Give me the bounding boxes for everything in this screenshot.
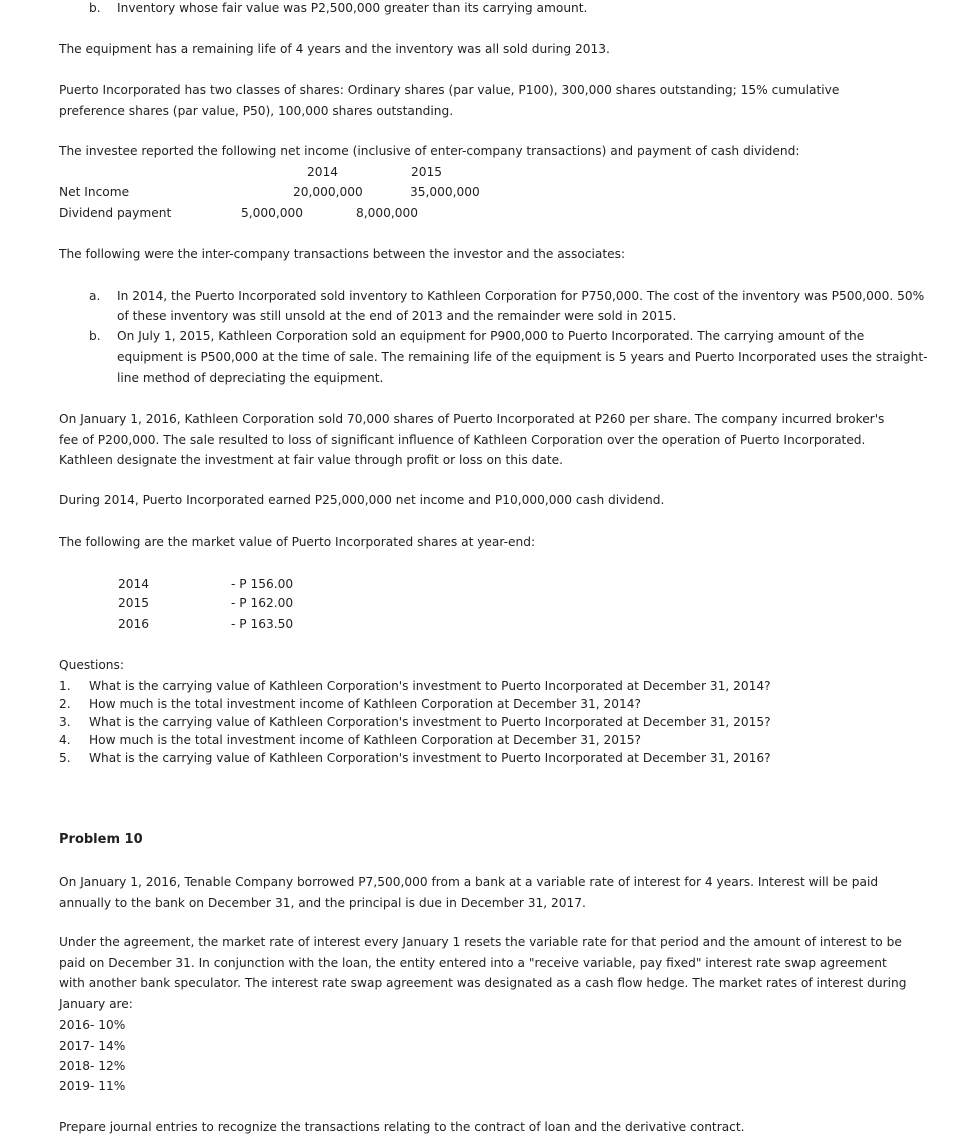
- problem-10-title: Problem 10: [59, 832, 143, 847]
- market-intro: The following are the market value of Puerto Incorporated shares at year-end:: [59, 535, 536, 549]
- year-header: 2015: [411, 165, 443, 179]
- net-income-value: 35,000,000: [410, 185, 480, 199]
- rate-item: 2019- 11%: [59, 1079, 126, 1093]
- problem-10-paragraph-2: Under the agreement, the market rate of interest every January 1 resets the variable rate for that period and the amount of interest to be paid on December 31. In conjunction with the loan, the entity entered into a "receive variable, pay fixed" interest rate swap agreement with another bank speculator. The interest rate swap agreement was designated as a cash flow hedge. The market rates of interest during January are:: [59, 935, 907, 1011]
- intercompany-item-line: line method of depreciating the equipment.: [117, 371, 384, 385]
- market-year: 2015: [118, 596, 150, 610]
- market-year: 2016: [118, 617, 150, 631]
- rate-item: 2016- 10%: [59, 1018, 126, 1032]
- equipment-note: The equipment has a remaining life of 4 years and the inventory was all sold during 2013.: [59, 42, 610, 56]
- intercompany-item-line: In 2014, the Puerto Incorporated sold inventory to Kathleen Corporation for P750,000. The cost of the inventory was P500,000. 50%: [117, 289, 925, 303]
- question-text: What is the carrying value of Kathleen Corporation's investment to Puerto Incorporated at December 31, 2016?: [89, 751, 771, 765]
- market-year: 2014: [118, 577, 150, 591]
- sale-note: On January 1, 2016, Kathleen Corporation sold 70,000 shares of Puerto Incorporated at P260 per share. The company incurred broker's fee of P200,000. The sale resulted to loss of significant influence of Kathleen Corporation over the operation of Puerto Incorporated. Kathleen designate the investment at fair value through profit or loss on this date.: [59, 412, 885, 467]
- market-value: - P 156.00: [231, 577, 294, 591]
- question-text: What is the carrying value of Kathleen Corporation's investment to Puerto Incorporated at December 31, 2014?: [89, 679, 771, 693]
- question-number: 2.: [59, 697, 71, 711]
- intercompany-item-line: of these inventory was still unsold at the end of 2013 and the remainder were sold in 2015.: [117, 309, 677, 323]
- problem-10-paragraph-1: On January 1, 2016, Tenable Company borrowed P7,500,000 from a bank at a variable rate of interest for 4 years. Interest will be paid annually to the bank on December 31, and the principal is due in December 31, 2017.: [59, 875, 879, 910]
- list-marker: b.: [89, 329, 101, 343]
- earned-note: During 2014, Puerto Incorporated earned P25,000,000 net income and P10,000,000 cash dividend.: [59, 493, 665, 507]
- list-marker: b.: [89, 1, 101, 15]
- rate-item: 2017- 14%: [59, 1039, 126, 1053]
- market-value: - P 163.50: [231, 617, 294, 631]
- question-text: How much is the total investment income of Kathleen Corporation at December 31, 2015?: [89, 733, 641, 747]
- intercompany-item-line: On July 1, 2015, Kathleen Corporation sold an equipment for P900,000 to Puerto Incorporated. The carrying amount of the: [117, 329, 865, 343]
- question-text: How much is the total investment income of Kathleen Corporation at December 31, 2014?: [89, 697, 641, 711]
- list-marker: a.: [89, 289, 101, 303]
- dividend-value: 5,000,000: [241, 206, 304, 220]
- intercompany-item-line: equipment is P500,000 at the time of sale. The remaining life of the equipment is 5 years and Puerto Incorporated uses the straight-: [117, 350, 928, 364]
- question-text: What is the carrying value of Kathleen Corporation's investment to Puerto Incorporated at December 31, 2015?: [89, 715, 771, 729]
- intercompany-intro: The following were the inter-company transactions between the investor and the associates:: [59, 247, 626, 261]
- question-number: 5.: [59, 751, 71, 765]
- market-value: - P 162.00: [231, 596, 294, 610]
- questions-label: Questions:: [59, 658, 124, 672]
- year-header: 2014: [307, 165, 339, 179]
- question-number: 1.: [59, 679, 71, 693]
- question-number: 3.: [59, 715, 71, 729]
- inventory-fair-value-item: Inventory whose fair value was P2,500,000 greater than its carrying amount.: [117, 1, 588, 15]
- shares-note: Puerto Incorporated has two classes of shares: Ordinary shares (par value, P100), 300,000 shares outstanding; 15% cumulative preference shares (par value, P50), 100,000 shares outstanding.: [59, 83, 840, 118]
- dividend-label: Dividend payment: [59, 206, 172, 220]
- rate-item: 2018- 12%: [59, 1059, 126, 1073]
- dividend-value: 8,000,000: [356, 206, 419, 220]
- question-number: 4.: [59, 733, 71, 747]
- net-income-value: 20,000,000: [293, 185, 363, 199]
- net-income-label: Net Income: [59, 185, 130, 199]
- final-instruction: Prepare journal entries to recognize the transactions relating to the contract of loan and the derivative contract.: [59, 1120, 745, 1134]
- income-intro: The investee reported the following net income (inclusive of enter-company transactions) and payment of cash dividend:: [59, 144, 800, 158]
